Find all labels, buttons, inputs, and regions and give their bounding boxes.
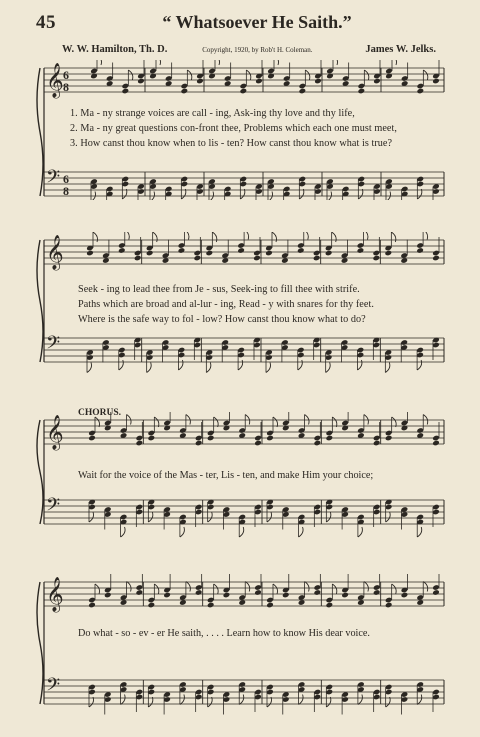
lyricist-credit: W. W. Hamilton, Th. D. <box>62 44 168 55</box>
treble-clef-icon: 𝄞 <box>46 63 64 98</box>
composer-credit: James W. Jelks. <box>365 44 436 55</box>
chorus-line-1: Wait for the voice of the Mas - ter, Lis - ten, and make Him your choice; <box>78 470 374 481</box>
verse-line-1: 1. Ma - ny strange voices are call - ing, Ask-ing thy love and thy life, <box>70 108 355 119</box>
chorus-label: CHORUS. <box>78 408 122 418</box>
bass-clef-icon: 𝄢 <box>46 675 61 700</box>
system-brace <box>37 240 43 362</box>
bass-clef-icon: 𝄢 <box>46 167 61 192</box>
song-title: “ Whatsoever He Saith.” <box>162 12 352 32</box>
verse-line-6: Where is the safe way to fol - low? How canst thou know what to do? <box>78 314 366 325</box>
system-brace <box>37 420 43 524</box>
system-brace <box>37 68 43 196</box>
page-number: 45 <box>36 12 56 33</box>
bass-clef-icon: 𝄢 <box>46 333 61 358</box>
staff-2-1 <box>44 495 444 537</box>
verse-line-3: 3. How canst thou know when to lis - ten? How canst thou know what is true? <box>70 138 393 149</box>
time-signature-bottom: 8 <box>63 184 69 198</box>
credits-line <box>62 44 436 55</box>
treble-clef-icon: 𝄞 <box>46 235 64 270</box>
copyright-notice: Copyright, 1920, by Rob't H. Coleman. <box>202 46 313 54</box>
time-signature-top: 6 <box>63 172 69 186</box>
music-system-4 <box>0 574 480 724</box>
staff-0-0 <box>44 60 444 99</box>
music-system-3 <box>0 412 480 552</box>
staff-2-0 <box>44 412 444 451</box>
verse-line-2: 2. Ma - ny great questions con-front thee, Problems which each one must meet, <box>70 123 397 134</box>
chorus-line-2: Do what - so - ev - er He saith, . . . . Learn how to know His dear voice. <box>78 628 370 639</box>
staff-1-0 <box>44 232 444 271</box>
treble-clef-icon: 𝄞 <box>46 577 64 612</box>
staff-3-0 <box>44 574 444 613</box>
bass-clef-icon: 𝄢 <box>46 495 61 520</box>
staff-3-1 <box>44 675 444 715</box>
staff-0-1 <box>44 167 444 200</box>
system-brace <box>37 582 43 704</box>
verse-line-5: Paths which are broad and al-lur - ing, Read - y with snares for thy feet. <box>78 299 374 310</box>
staff-1-1 <box>44 333 444 373</box>
time-signature-top: 6 <box>63 68 69 82</box>
time-signature-bottom: 8 <box>63 80 69 94</box>
treble-clef-icon: 𝄞 <box>46 415 64 450</box>
verse-line-4: Seek - ing to lead thee from Je - sus, Seek-ing to fill thee with strife. <box>78 284 360 295</box>
